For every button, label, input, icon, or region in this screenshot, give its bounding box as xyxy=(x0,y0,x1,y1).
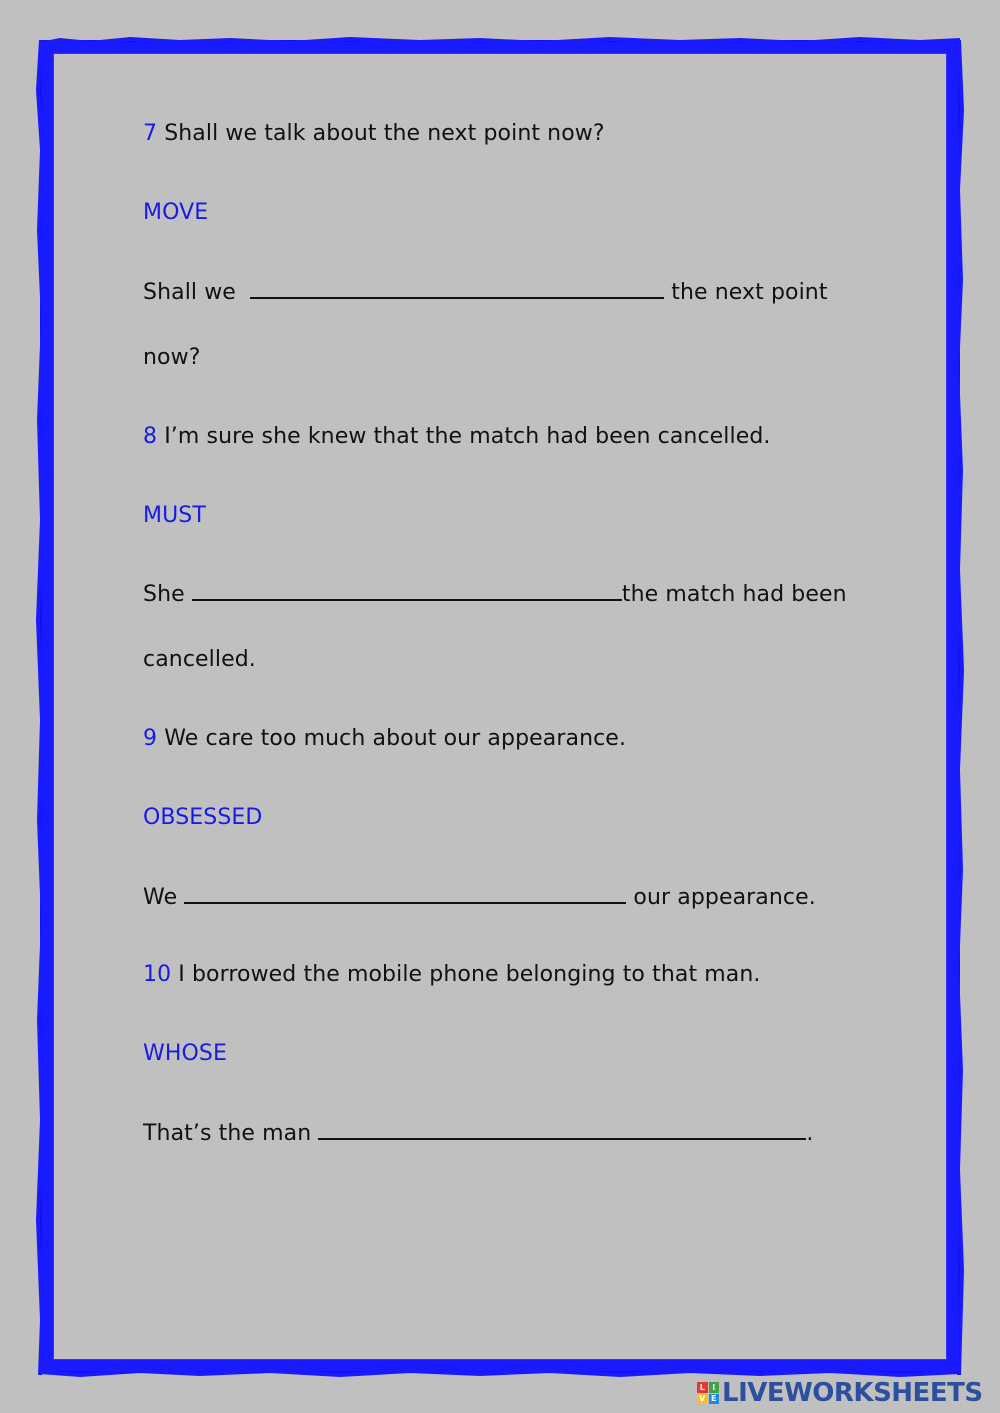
answer-blank[interactable] xyxy=(192,581,622,601)
answer-prefix: Shall we xyxy=(143,280,251,305)
answer-blank[interactable] xyxy=(184,884,626,904)
question-text: Shall we talk about the next point now? xyxy=(164,121,605,146)
answer-prefix: That’s the man xyxy=(143,1121,319,1146)
question-7-keyword: MOVE xyxy=(143,200,209,225)
question-8-keyword: MUST xyxy=(143,503,206,528)
question-number: 9 xyxy=(143,726,158,751)
answer-blank[interactable] xyxy=(318,1120,806,1140)
logo-tile: V xyxy=(697,1394,708,1405)
question-10-sentence xyxy=(143,962,761,987)
question-number: 10 xyxy=(143,962,172,987)
blue-border-frame xyxy=(42,42,958,1371)
question-number: 8 xyxy=(143,424,158,449)
answer-suffix: our appearance. xyxy=(626,885,816,910)
logo-tile: L xyxy=(697,1382,708,1393)
question-7-sentence xyxy=(143,121,605,146)
answer-blank[interactable] xyxy=(250,279,664,299)
question-7-answer-continuation: now? xyxy=(143,345,201,370)
answer-suffix: . xyxy=(806,1121,814,1146)
liveworksheets-logo xyxy=(697,1378,983,1408)
question-8-answer-continuation: cancelled. xyxy=(143,647,256,672)
question-7-answer-line xyxy=(143,279,828,305)
liveworksheets-logo-icon xyxy=(697,1382,719,1404)
question-10-answer-line xyxy=(143,1120,813,1146)
answer-suffix: the match had been xyxy=(621,582,847,607)
question-text: I’m sure she knew that the match had been cancelled. xyxy=(164,424,771,449)
question-9-answer-line xyxy=(143,884,816,910)
liveworksheets-logo-text: LIVEWORKSHEETS xyxy=(722,1378,983,1408)
logo-tile: E xyxy=(709,1394,720,1405)
question-10-keyword: WHOSE xyxy=(143,1041,227,1066)
answer-prefix: We xyxy=(143,885,185,910)
question-text: We care too much about our appearance. xyxy=(164,726,627,751)
question-number: 7 xyxy=(143,121,158,146)
question-text: I borrowed the mobile phone belonging to that man. xyxy=(178,962,761,987)
answer-suffix: the next point xyxy=(664,280,828,305)
question-9-sentence xyxy=(143,726,626,751)
answer-prefix: She xyxy=(143,582,192,607)
question-8-answer-line xyxy=(143,581,847,607)
question-8-sentence xyxy=(143,424,771,449)
logo-tile: I xyxy=(709,1382,720,1393)
question-9-keyword: OBSESSED xyxy=(143,805,263,830)
